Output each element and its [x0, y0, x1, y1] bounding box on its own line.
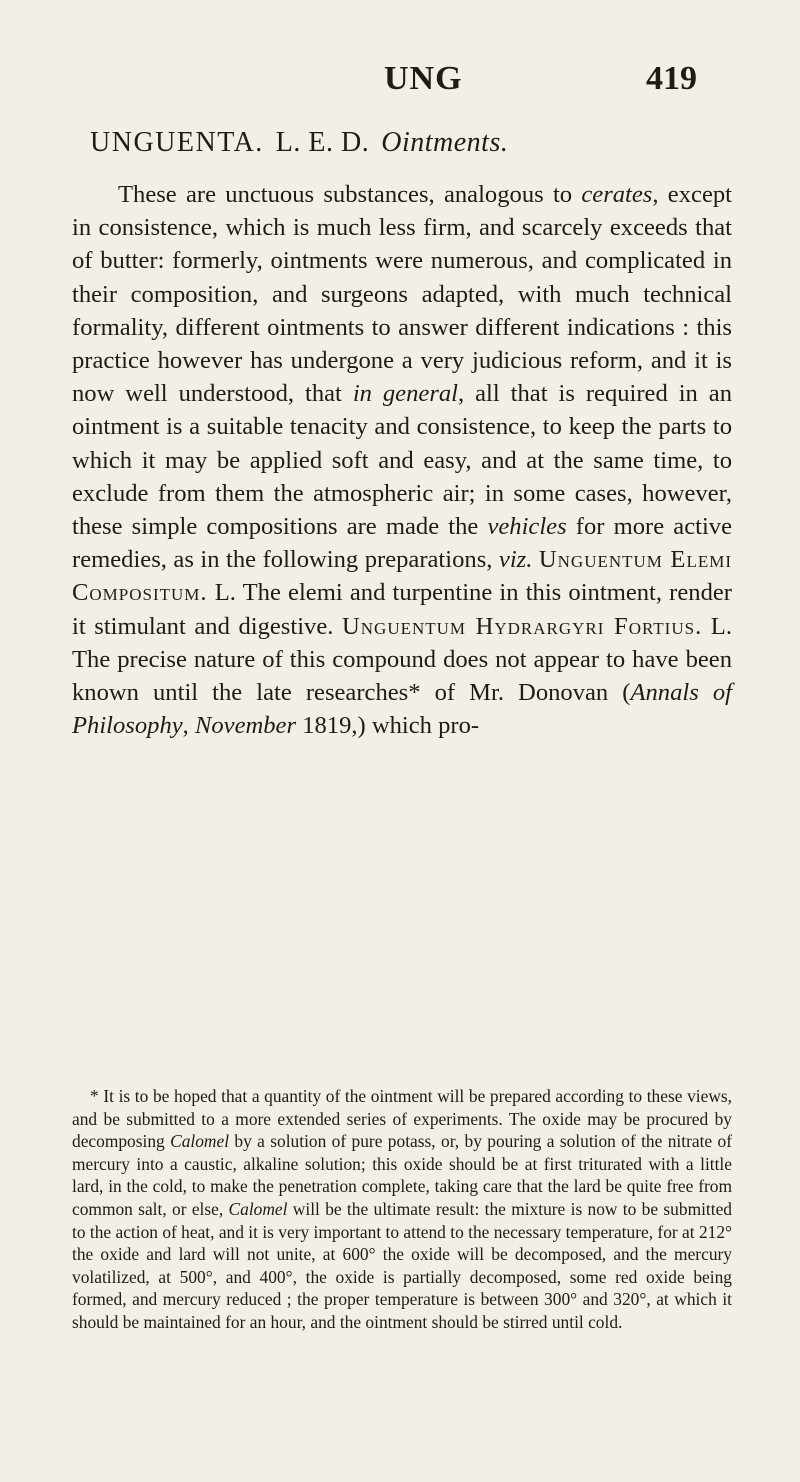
- page-number: 419: [646, 60, 697, 97]
- entry-body-paragraph: [72, 178, 732, 742]
- body-text-run: , all that is required in an ointment is a suitable tenacity and consistence, to keep the parts to which it may be applied soft and easy, and at the same time, to exclude from them the atmospheric air; in some cases, however, these simple compositions are made the: [72, 380, 733, 541]
- pharmacopoeia-abbreviations: L. E. D.: [275, 127, 370, 158]
- italic-calomel: Calomel: [228, 1198, 288, 1219]
- preparation-name-elemi: Unguentum Elemi Compositum.: [72, 546, 732, 607]
- body-text-run: for more active remedies, as in the following preparations,: [72, 513, 732, 574]
- entry-heading: [90, 127, 730, 159]
- italic-calomel: Calomel: [170, 1131, 230, 1152]
- italic-november: November: [194, 712, 297, 740]
- entry-title: UNGUENTA.: [90, 127, 264, 158]
- italic-viz: viz.: [498, 546, 533, 574]
- footnote-text-run: by a solution of pure potass, or, by pouring a solution of the nitrate of mercury into a caustic, alkaline solution; this oxide should be at first triturated with a little lard, in the cold, to make the penetration complete, taking care that the lard be quite free from common salt, or else,: [72, 1131, 732, 1219]
- italic-annals: Annals of Philosophy: [72, 679, 732, 740]
- italic-cerates: cerates: [581, 181, 653, 208]
- body-text-run: These are unctuous substances, analogous to: [118, 181, 582, 208]
- body-text-run: L. The elemi and turpentine in this ointment, render it stimulant and digestive.: [72, 579, 732, 640]
- italic-vehicles: vehicles: [487, 513, 567, 541]
- body-text-run: , except in consistence, which is much less firm, and scarcely exceeds that of butter: formerly, ointments were numerous, and complicated in their composition, and surgeons adapted, with much technical formality, different ointments to answer different indications : this practice however has undergone a very judicious reform, and it is now well understood, that: [72, 181, 732, 408]
- body-text-run: 1819,) which pro-: [296, 712, 480, 740]
- body-text-run: ,: [182, 712, 195, 740]
- running-head: [0, 60, 800, 110]
- footnote-text-run: * It is to be hoped that a quantity of the ointment will be prepared according to these views, and be submitted to a more extended series of experiments. The oxide may be procured by decomposing: [72, 1086, 732, 1152]
- running-head-word: UNG: [384, 60, 463, 97]
- italic-in-general: in general: [352, 380, 459, 408]
- body-text-run: L. The precise nature of this compound does not appear to have been known until the late researches* of Mr. Donovan (: [72, 612, 732, 707]
- footnote: [72, 1085, 732, 1334]
- preparation-name-hydrargyri: Unguentum Hydrargyri Fortius.: [342, 612, 703, 640]
- footnote-text-run: will be the ultimate result: the mixture is now to be submitted to the action of heat, and it is very important to attend to the necessary temperature, for at 212° the oxide and lard will not unite, at 600° the oxide will be decomposed, and the mercury volatilized, at 500°, and 400°, the oxide is partially decomposed, some red oxide being formed, and mercury reduced ; the proper temperature is between 300° and 320°, at which it should be maintained for an hour, and the ointment should be stirred until cold.: [72, 1198, 733, 1332]
- english-name: Ointments.: [381, 127, 509, 158]
